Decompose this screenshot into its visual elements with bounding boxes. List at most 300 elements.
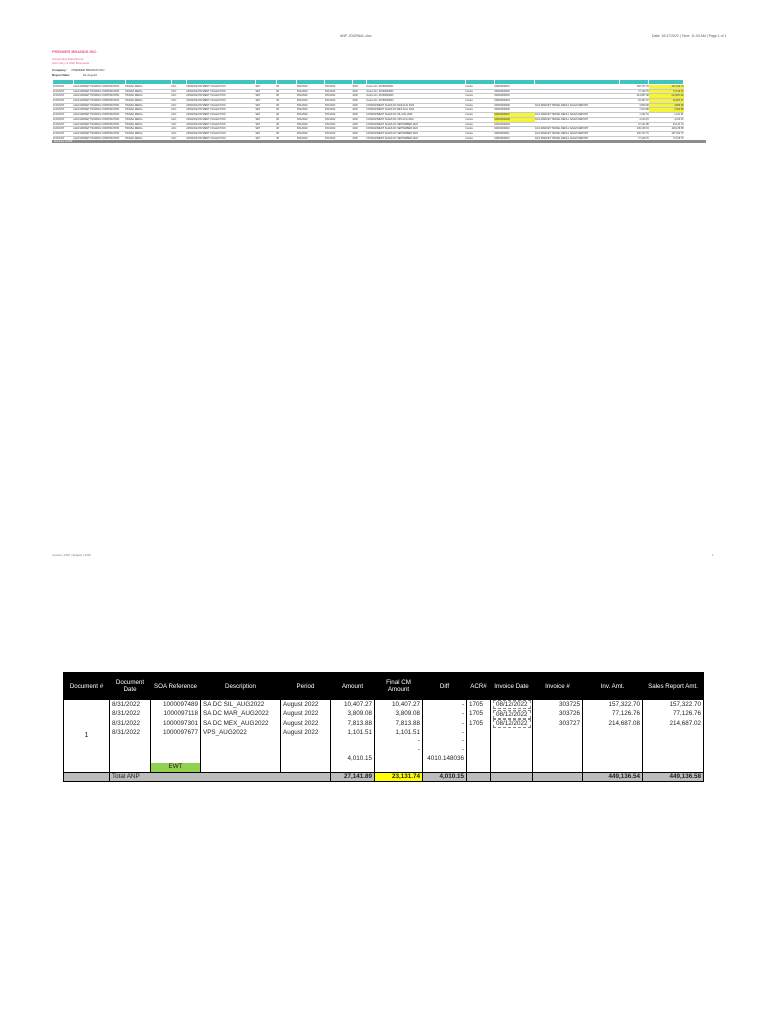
anp-cell xyxy=(643,729,704,738)
anp-row xyxy=(64,710,704,720)
journal-cell: ACCOUNT xyxy=(53,122,74,127)
meta-company xyxy=(52,68,105,72)
anp-column-header: Document # xyxy=(64,673,110,700)
journal-cell: ACCOUNT xyxy=(53,117,74,122)
journal-cell: 1000 xyxy=(352,136,366,141)
journal-cell: ACCOUNT xyxy=(53,136,74,141)
anp-cell: August 2022 xyxy=(281,700,331,710)
journal-cell: 8/31/2022 xyxy=(297,117,325,122)
anp-cell xyxy=(643,737,704,746)
journal-cell: SI0004000001 xyxy=(494,85,534,90)
journal-cell: ALFA MARKET TRADING CORPORATION xyxy=(73,122,125,127)
journal-cell: ACC xyxy=(171,99,186,104)
anp-cell: 1705 xyxy=(467,700,491,710)
anp-cell xyxy=(583,755,643,764)
journal-cell: 157,322.70 xyxy=(649,85,684,90)
anp-cell xyxy=(491,746,533,755)
anp-cell: 1000097677 xyxy=(151,729,201,738)
journal-cell: Invoice xyxy=(465,117,494,122)
anp-row xyxy=(64,700,704,710)
anp-cell xyxy=(533,746,583,755)
journal-cell: ALFA MARKET TRADING CORPORATION xyxy=(73,85,125,90)
anp-cell xyxy=(110,763,151,772)
journal-cell: SET xyxy=(255,113,276,118)
anp-column-header: Inv. Amt. xyxy=(583,673,643,700)
anp-cell xyxy=(110,755,151,764)
journal-cell: 8/31/2022 xyxy=(297,89,325,94)
journal-cell: 08 xyxy=(276,108,297,113)
journal-cell: 08 xyxy=(276,94,297,99)
journal-cell: ACC xyxy=(171,108,186,113)
anp-column-header: Diff xyxy=(423,673,467,700)
journal-cell: 1000 xyxy=(352,122,366,127)
journal-cell: SI0004000008 xyxy=(494,117,534,122)
journal-cell: 8/31/2022 xyxy=(297,113,325,118)
journal-cell: ACC xyxy=(171,117,186,122)
journal-cell: 10,407.27 xyxy=(649,99,684,104)
journal-cell: 8/31/2022 xyxy=(297,85,325,90)
journal-cell: ADVANCE PAYMENT COLLECTION xyxy=(186,108,255,113)
journal-cell: ADVANCE PAYMENT COLLECTION xyxy=(186,131,255,136)
journal-cell: SI0004000002 xyxy=(494,89,534,94)
anp-cell: 4010.148036 xyxy=(423,755,467,764)
anp-cell: 157,322.70 xyxy=(643,700,704,710)
journal-cell: 1000 xyxy=(352,117,366,122)
journal-cell: ALFA MARKET TRAVEL REFILL SALES REPORT xyxy=(535,117,620,122)
journal-cell: ALFA MARKET TRADING CORPORATION xyxy=(73,108,125,113)
invoice-date-box: 08/12/2022 xyxy=(493,710,531,719)
anp-cell: 1000097118 xyxy=(151,710,201,720)
journal-cell: CONSIGNMENT SALES DC SEPTEMBER 2022 xyxy=(366,127,465,132)
meta-company-value: PREMIER BRANDS INC. xyxy=(71,68,106,72)
anp-column-header: Invoice # xyxy=(533,673,583,700)
anp-cell xyxy=(467,746,491,755)
anp-cell xyxy=(110,746,151,755)
meta-date-value: 31-Aug-22 xyxy=(82,73,97,77)
anp-cell: 303725 xyxy=(533,700,583,710)
journal-cell: ACC xyxy=(171,85,186,90)
anp-cell xyxy=(491,700,533,710)
journal-cell: 8/31/2022 xyxy=(325,99,353,104)
anp-cell: SA DC SIL_AUG2022 xyxy=(201,700,281,710)
journal-cell: SET xyxy=(255,99,276,104)
journal-cell: 8/31/2022 xyxy=(325,131,353,136)
journal-sheet xyxy=(52,79,684,141)
journal-cell: 08 xyxy=(276,113,297,118)
anp-cell: 8/31/2022 xyxy=(110,700,151,710)
anp-cell xyxy=(533,729,583,738)
journal-cell: 1000 xyxy=(352,89,366,94)
invoice-date-box: 08/12/2022 xyxy=(493,700,531,709)
anp-cell xyxy=(491,763,533,772)
journal-cell: 1000 xyxy=(352,127,366,132)
journal-cell: 08 xyxy=(276,89,297,94)
journal-cell: SET xyxy=(255,94,276,99)
anp-cell xyxy=(491,729,533,738)
anp-cell xyxy=(467,755,491,764)
journal-cell: 77,126.76 xyxy=(649,89,684,94)
journal-cell: ACCOUNT xyxy=(53,94,74,99)
anp-cell xyxy=(643,763,704,772)
journal-cell: TRAVEL REFILL xyxy=(125,113,171,118)
journal-cell: SI0004000011 xyxy=(494,131,534,136)
journal-cell: SI0004000007 xyxy=(494,113,534,118)
journal-cell: SET xyxy=(255,108,276,113)
journal-cell: Invoice xyxy=(465,136,494,141)
anp-cell xyxy=(643,755,704,764)
journal-cell: 8/31/2022 xyxy=(325,89,353,94)
journal-cell: ALFA MARKET TRADING CORPORATION xyxy=(73,103,125,108)
total-inv-amt: 449,136.54 xyxy=(583,772,643,782)
anp-column-header: SOA Reference xyxy=(151,673,201,700)
journal-cell: 1000 xyxy=(352,94,366,99)
journal-cell: 3,809.08 xyxy=(649,103,684,108)
anp-cell xyxy=(281,746,331,755)
journal-cell: CONSIGNMENT SALES DC SEPTEMBER 2022 xyxy=(366,122,465,127)
journal-cell: 08 xyxy=(276,85,297,90)
anp-cell: 3,809.08 xyxy=(331,710,375,720)
anp-row xyxy=(64,763,704,772)
journal-cell: 7,813.88 xyxy=(649,108,684,113)
journal-cell: Invoice xyxy=(465,122,494,127)
anp-cell: 303726 xyxy=(533,710,583,720)
journal-cell: ALFA MARKET TRAVEL REFILL SALES REPORT xyxy=(535,136,620,141)
anp-row xyxy=(64,746,704,755)
journal-cell: 77,126.76 xyxy=(649,136,684,141)
anp-cell xyxy=(110,737,151,746)
anp-cell xyxy=(281,763,331,772)
anp-cell: August 2022 xyxy=(281,729,331,738)
anp-cell xyxy=(201,746,281,755)
journal-cell: SI0004000009 xyxy=(494,122,534,127)
anp-cell: - xyxy=(423,719,467,729)
journal-cell: 3,809.08 xyxy=(620,103,649,108)
journal-cell: 8/31/2022 xyxy=(325,117,353,122)
journal-cell: ACC xyxy=(171,136,186,141)
journal-cell: TRAVEL REFILL xyxy=(125,89,171,94)
anp-row xyxy=(64,719,704,729)
journal-cell: 77,126.76 xyxy=(620,136,649,141)
anp-row xyxy=(64,755,704,764)
journal-cell: TRAVEL REFILL xyxy=(125,108,171,113)
journal-cell: TRAVEL REFILL xyxy=(125,85,171,90)
anp-cell: 77,126.76 xyxy=(643,710,704,720)
journal-cell: 08 xyxy=(276,136,297,141)
anp-cell xyxy=(491,710,533,720)
journal-cell: TRAVEL REFILL xyxy=(125,131,171,136)
journal-cell: ALFA MARKET TRADING CORPORATION xyxy=(73,136,125,141)
anp-table xyxy=(63,672,704,782)
anp-cell xyxy=(331,737,375,746)
journal-cell: 77,126.76 xyxy=(620,89,649,94)
journal-cell: 8/31/2022 xyxy=(297,94,325,99)
journal-cell: ADVANCE PAYMENT COLLECTION xyxy=(186,103,255,108)
journal-cell: 157,322.70 xyxy=(649,131,684,136)
anp-cell: 214,687.08 xyxy=(583,719,643,729)
anp-summary xyxy=(63,672,703,782)
journal-cell: 8/31/2022 xyxy=(297,136,325,141)
journal-cell: 8/31/2022 xyxy=(325,122,353,127)
anp-body xyxy=(64,700,704,782)
anp-cell xyxy=(583,737,643,746)
journal-cell: Invoice xyxy=(465,131,494,136)
journal-cell: 214,687.02 xyxy=(649,94,684,99)
anp-cell: - xyxy=(423,737,467,746)
journal-cell: 8/31/2022 xyxy=(297,103,325,108)
anp-cell xyxy=(643,746,704,755)
journal-cell: ALFA MARKET TRADING CORPORATION xyxy=(73,127,125,132)
footer-text: Invoice | ANP | Subject | ANP xyxy=(52,553,91,557)
anp-cell: VPS_AUG2022 xyxy=(201,729,281,738)
journal-cell: 214,687.08 xyxy=(620,94,649,99)
journal-cell: 1000 xyxy=(352,131,366,136)
anp-cell xyxy=(281,737,331,746)
journal-cell: 152,727.70 xyxy=(620,85,649,90)
anp-cell xyxy=(467,763,491,772)
journal-cell: 8/31/2022 xyxy=(325,113,353,118)
page-number: 1 xyxy=(712,553,714,557)
journal-cell: 8/31/2022 xyxy=(297,122,325,127)
journal-cell: 08 xyxy=(276,103,297,108)
anp-cell xyxy=(533,737,583,746)
journal-cell: ACCOUNT xyxy=(53,131,74,136)
total-cell xyxy=(491,772,533,782)
anp-cell: 157,322.70 xyxy=(583,700,643,710)
meta-company-label: Company: xyxy=(52,68,67,72)
journal-cell: Invoice No. INV#0000004 xyxy=(366,99,465,104)
journal-cell: ADVANCE PAYMENT COLLECTION xyxy=(186,117,255,122)
journal-cell: ALFA MARKET TRADING CORPORATION xyxy=(73,117,125,122)
anp-column-header: Final CM Amount xyxy=(375,673,423,700)
journal-cell: ACCOUNT xyxy=(53,103,74,108)
journal-cell: SET xyxy=(255,122,276,127)
journal-cell: ALFA MARKET TRADING CORPORATION xyxy=(73,99,125,104)
journal-cell: 08 xyxy=(276,117,297,122)
anp-column-header: Sales Report Amt. xyxy=(643,673,704,700)
anp-cell xyxy=(281,755,331,764)
journal-cell: 1000 xyxy=(352,99,366,104)
total-label: Total ANP xyxy=(110,772,331,782)
journal-cell: Invoice xyxy=(465,108,494,113)
journal-cell: 1000 xyxy=(352,113,366,118)
journal-cell: SET xyxy=(255,117,276,122)
journal-cell: ACC xyxy=(171,94,186,99)
journal-cell: ADVANCE PAYMENT COLLECTION xyxy=(186,85,255,90)
journal-cell: 4,010.15 xyxy=(620,117,649,122)
journal-cell: SET xyxy=(255,131,276,136)
anp-cell xyxy=(151,755,201,764)
journal-cell: CONSIGNMENT SALES DC VPS AUG 2022 xyxy=(366,117,465,122)
company-address-1: Accounting Department xyxy=(52,57,84,61)
anp-cell xyxy=(201,755,281,764)
journal-cell: ALFA MARKET TRAVEL REFILL SALES REPORT xyxy=(535,127,620,132)
journal-cell: 449,136.58 xyxy=(649,127,684,132)
journal-cell: ALFA MARKET TRADING CORPORATION xyxy=(73,89,125,94)
journal-cell: ADVANCE PAYMENT COLLECTION xyxy=(186,113,255,118)
anp-cell xyxy=(491,719,533,729)
anp-cell xyxy=(331,763,375,772)
journal-cell: 08 xyxy=(276,131,297,136)
journal-cell: ALFA MARKET TRADING CORPORATION xyxy=(73,113,125,118)
anp-cell: - xyxy=(375,746,423,755)
journal-cell: ACCOUNT xyxy=(53,113,74,118)
journal-cell: ACCOUNT xyxy=(53,99,74,104)
anp-cell xyxy=(583,763,643,772)
journal-cell: CONSIGNMENT SALES DC MEX AUG 2022 xyxy=(366,108,465,113)
anp-cell xyxy=(375,763,423,772)
journal-cell: 8/31/2022 xyxy=(325,103,353,108)
anp-column-header: ACR# xyxy=(467,673,491,700)
anp-column-header: Period xyxy=(281,673,331,700)
journal-cell: TRAVEL REFILL xyxy=(125,94,171,99)
journal-cell: Invoice xyxy=(465,89,494,94)
journal-body xyxy=(53,85,684,141)
anp-column-header: Document Date xyxy=(110,673,151,700)
journal-cell: SI0004000010 xyxy=(494,127,534,132)
anp-cell: 303727 xyxy=(533,719,583,729)
anp-cell: 10,407.27 xyxy=(375,700,423,710)
anp-cell: - xyxy=(375,737,423,746)
journal-cell: ACC xyxy=(171,89,186,94)
anp-cell xyxy=(201,737,281,746)
journal-cell: SI0004000005 xyxy=(494,103,534,108)
journal-cell: ACCOUNT xyxy=(53,85,74,90)
journal-cell: ADVANCE PAYMENT COLLECTION xyxy=(186,136,255,141)
journal-cell: ACC xyxy=(171,122,186,127)
journal-cell: 8/31/2022 xyxy=(297,99,325,104)
journal-cell: TRAVEL REFILL xyxy=(125,99,171,104)
journal-cell: ACC xyxy=(171,131,186,136)
journal-cell: 8/31/2022 xyxy=(325,94,353,99)
anp-cell xyxy=(491,737,533,746)
anp-cell: - xyxy=(423,710,467,720)
journal-cell: TRAVEL REFILL xyxy=(125,117,171,122)
anp-cell: 8/31/2022 xyxy=(110,710,151,720)
anp-header-row xyxy=(64,673,704,700)
anp-cell: 7,813.88 xyxy=(331,719,375,729)
journal-cell: ACCOUNT xyxy=(53,127,74,132)
journal-cell: TRAVEL REFILL xyxy=(125,122,171,127)
invoice-date-box: 08/12/2022 xyxy=(493,719,531,728)
anp-cell: 1000097489 xyxy=(151,700,201,710)
journal-cell: 1000 xyxy=(352,108,366,113)
anp-cell: - xyxy=(423,746,467,755)
journal-cell: CONSIGNMENT SALES DC SEPTEMBER 2022 xyxy=(366,131,465,136)
journal-cell: CONSIGNMENT SALES DC SEPTEMBER 2022 xyxy=(366,136,465,141)
journal-cell: ADVANCE PAYMENT COLLECTION xyxy=(186,94,255,99)
journal-cell: Invoice xyxy=(465,99,494,104)
journal-cell: 8/31/2022 xyxy=(325,108,353,113)
anp-column-header: Amount xyxy=(331,673,375,700)
journal-cell: Invoice xyxy=(465,113,494,118)
anp-cell: August 2022 xyxy=(281,710,331,720)
anp-cell: - xyxy=(423,729,467,738)
journal-cell: ALFA MARKET TRAVEL REFILL SALES REPORT xyxy=(535,113,620,118)
journal-cell: SI0004000003 xyxy=(494,94,534,99)
anp-cell xyxy=(151,746,201,755)
anp-cell xyxy=(375,755,423,764)
journal-cell: Invoice No. INV#0000003 xyxy=(366,94,465,99)
journal-cell: 449,136.54 xyxy=(620,127,649,132)
journal-cell: ALFA MARKET TRAVEL REFILL SALES REPORT xyxy=(535,103,620,108)
anp-row xyxy=(64,737,704,746)
anp-cell: 7,813.88 xyxy=(375,719,423,729)
total-cell xyxy=(64,772,110,782)
journal-cell: ACC xyxy=(171,103,186,108)
journal-cell: 8/31/2022 xyxy=(297,108,325,113)
journal-cell: ACC xyxy=(171,113,186,118)
journal-cell: SET xyxy=(255,136,276,141)
anp-cell: 8/31/2022 xyxy=(110,729,151,738)
journal-cell: ADVANCE PAYMENT COLLECTION xyxy=(186,89,255,94)
journal-cell: 1,101.51 xyxy=(649,113,684,118)
anp-column-header: Description xyxy=(201,673,281,700)
journal-cell: 4,010.15 xyxy=(649,117,684,122)
anp-cell xyxy=(331,746,375,755)
journal-cell: 10,407.27 xyxy=(620,99,649,104)
journal-cell: 8/31/2022 xyxy=(325,136,353,141)
total-amount: 27,141.89 xyxy=(331,772,375,782)
journal-cell: ALFA MARKET TRAVEL REFILL SALES REPORT xyxy=(535,131,620,136)
anp-cell: 8/31/2022 xyxy=(110,719,151,729)
anp-cell xyxy=(467,729,491,738)
journal-cell: SET xyxy=(255,103,276,108)
anp-cell: 10,407.27 xyxy=(331,700,375,710)
anp-cell: SA DC MAR_AUG2022 xyxy=(201,710,281,720)
sheet-summary-bar xyxy=(52,140,706,143)
journal-cell: ACC xyxy=(171,127,186,132)
journal-cell: Invoice No. INV#0000002 xyxy=(366,89,465,94)
journal-cell: ADVANCE PAYMENT COLLECTION xyxy=(186,127,255,132)
journal-cell: 8/31/2022 xyxy=(297,131,325,136)
anp-total-row xyxy=(64,772,704,782)
journal-cell: Invoice xyxy=(465,103,494,108)
anp-cell xyxy=(423,763,467,772)
anp-cell: - xyxy=(423,700,467,710)
page-info: Date: 10/17/2022 | Time: 11:03 AM | Page 1 of 1 xyxy=(652,34,727,38)
journal-cell: ACCOUNT xyxy=(53,108,74,113)
journal-cell: Invoice No. INV#0000001 xyxy=(366,85,465,90)
anp-cell: SA DC MEX_AUG2022 xyxy=(201,719,281,729)
journal-cell: 08 xyxy=(276,122,297,127)
journal-cell: ADVANCE PAYMENT COLLECTION xyxy=(186,99,255,104)
total-cell xyxy=(467,772,491,782)
journal-cell: ADVANCE PAYMENT COLLECTION xyxy=(186,122,255,127)
meta-date xyxy=(52,73,97,77)
total-cell xyxy=(533,772,583,782)
anp-column-header: Invoice Date xyxy=(491,673,533,700)
journal-cell: Invoice xyxy=(465,85,494,90)
journal-cell: CONSIGNMENT SALES DC SIL AUG 2022 xyxy=(366,113,465,118)
company-address-2: Summary of ANP Reversals xyxy=(52,61,90,65)
file-name: ANP JOURNAL.xlsx xyxy=(340,34,372,38)
meta-date-label: Report Date: xyxy=(52,73,71,77)
journal-cell: SI0004000012 xyxy=(494,136,534,141)
journal-cell: SET xyxy=(255,89,276,94)
anp-cell: 1,101.51 xyxy=(375,729,423,738)
total-final-cm: 23,131.74 xyxy=(375,772,423,782)
journal-cell: CONSIGNMENT SALES DC MAR AUG 2022 xyxy=(366,103,465,108)
anp-cell: 214,687.02 xyxy=(643,719,704,729)
company-name: PREMIER BRANDS INC. xyxy=(52,49,98,54)
journal-cell: ALFA MARKET TRADING CORPORATION xyxy=(73,94,125,99)
journal-cell: ALFA MARKET TRADING CORPORATION xyxy=(73,131,125,136)
ewt-label: EWT xyxy=(151,763,201,772)
journal-cell: 27,141.89 xyxy=(620,122,649,127)
journal-cell: 8/31/2022 xyxy=(325,85,353,90)
journal-cell: TRAVEL REFILL xyxy=(125,136,171,141)
journal-cell: 1,101.51 xyxy=(620,113,649,118)
